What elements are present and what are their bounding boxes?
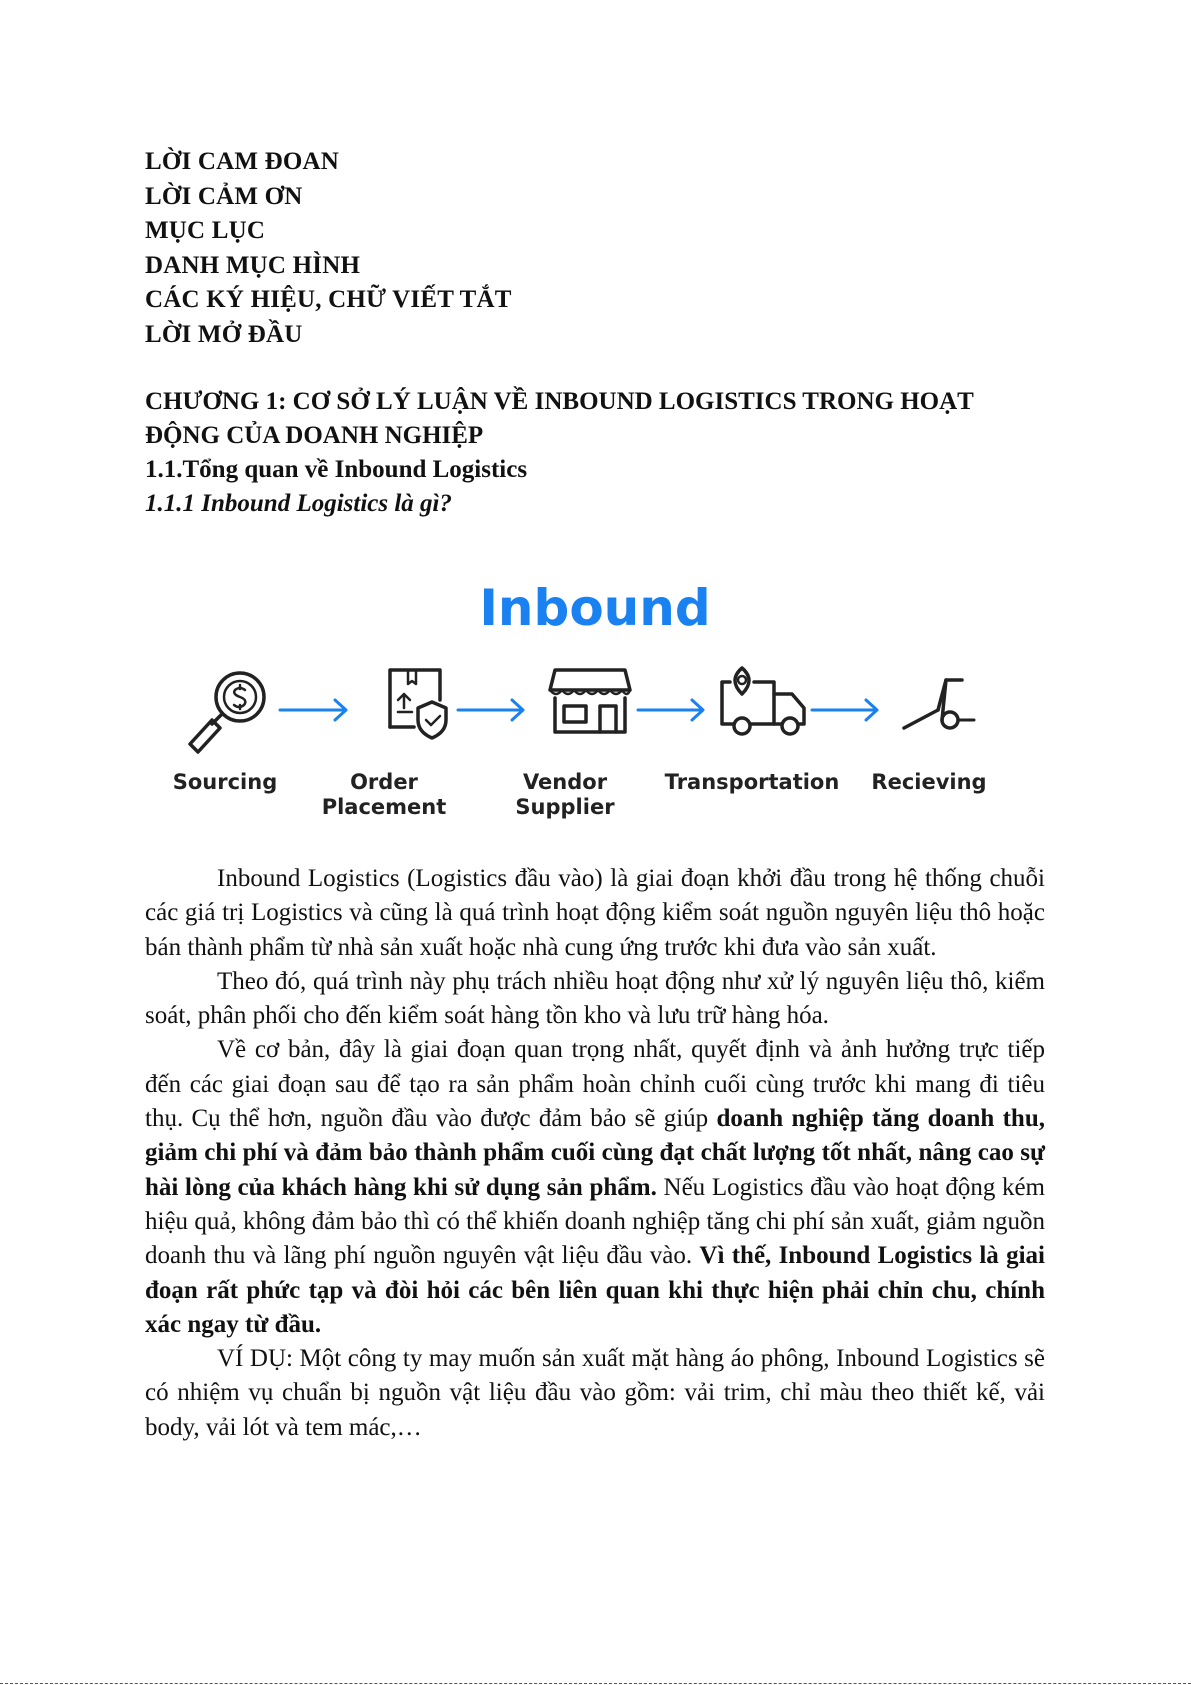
paragraph-definition: Inbound Logistics (Logistics đầu vào) là giai đoạn khởi đầu trong hệ thống chuỗi các giá trị Logistics và cũng là quá trình hoạt động kiểm soát nguồn nguyên liệu thô hoặc bán thành phẩm từ nhà sản xuất hoặc nhà cung ứng trước khi đưa vào sản xuất.: [145, 865, 1045, 961]
front-matter-item: CÁC KÝ HIỆU, CHỮ VIẾT TẮT: [145, 286, 512, 313]
magnifier-dollar-icon: [190, 673, 264, 752]
front-matter-list: [145, 145, 1065, 352]
arrow-right-icon: [280, 700, 346, 720]
bold-benefits: doanh nghiệp tăng doanh thu, giảm chi phí và đảm bảo thành phẩm cuối cùng đạt chất lượng tốt nhất, nâng cao sự hài lòng của khách hàng khi sử dụng sản phẩm.: [145, 1105, 1045, 1201]
step-label-order-placement: Order Placement: [321, 770, 447, 819]
paragraph-importance: Về cơ bản, đây là giai đoạn quan trọng nhất, quyết định và ảnh hưởng trực tiếp đến các giai đoạn sau để tạo ra sản phẩm hoàn chỉnh cuối cùng trước khi mang đi tiêu thụ. Cụ thể hơn, nguồn đầu vào được đảm bảo sẽ giúp doanh nghiệp tăng doanh thu, giảm chi phí và đảm bảo thành phẩm cuối cùng đạt chất lượng tốt nhất, nâng cao sự hài lòng của khách hàng khi sử dụng sản phẩm. Nếu Logistics đầu vào hoạt động kém hiệu quả, không đảm bảo thì có thể khiến doanh nghiệp tăng chi phí sản xuất, giảm nguồn doanh thu và lãng phí nguồn nguyên vật liệu đầu vào. Vì thế, Inbound Logistics là giai đoạn rất phức tạp và đòi hỏi các bên liên quan khi thực hiện phải chỉn chu, chính xác ngay từ đầu.: [145, 1036, 1046, 1338]
figure-title: Inbound: [479, 579, 711, 637]
arrow-right-icon: [638, 700, 703, 720]
paragraph-activities: Theo đó, quá trình này phụ trách nhiều hoạt động như xử lý nguyên liệu thô, kiểm soát, phân phối cho đến kiểm soát hàng tồn kho và lưu trữ hàng hóa.: [145, 967, 1045, 1030]
chapter-title-line-1: CHƯƠNG 1: CƠ SỞ LÝ LUẬN VỀ INBOUND LOGISTICS TRONG HOẠT: [145, 388, 974, 415]
storefront-icon: [550, 670, 630, 732]
front-matter-item: DANH MỤC HÌNH: [145, 251, 361, 279]
hand-truck-icon: [904, 680, 974, 728]
step-label-vendor-supplier: Vendor Supplier: [515, 770, 615, 819]
section-heading: 1.1.Tổng quan về Inbound Logistics: [145, 456, 528, 483]
front-matter-item: MỤC LỤC: [145, 217, 266, 244]
arrow-right-icon: [458, 700, 523, 720]
front-matter-item: LỜI CAM ĐOAN: [145, 148, 340, 175]
front-matter-item: LỜI CẢM ƠN: [145, 182, 303, 210]
body-text: [145, 862, 1045, 1445]
inbound-process-figure: [170, 570, 1020, 850]
truck-location-icon: [722, 668, 804, 734]
step-label-transportation: Transportation: [664, 770, 840, 794]
arrow-right-icon: [812, 700, 877, 720]
bold-conclusion: Vì thế, Inbound Logistics là giai đoạn rất phức tạp và đòi hỏi các bên liên quan khi thực hiện phải chỉn chu, chính xác ngay từ đầu.: [145, 1242, 1045, 1338]
box-shield-icon: [390, 670, 446, 738]
chapter-heading-block: [145, 385, 1065, 521]
subsection-heading: 1.1.1 Inbound Logistics là gì?: [145, 490, 452, 517]
front-matter-item: LỜI MỞ ĐẦU: [145, 320, 303, 348]
paragraph-example: VÍ DỤ: Một công ty may muốn sản xuất mặt hàng áo phông, Inbound Logistics sẽ có nhiệm vụ chuẩn bị nguồn vật liệu đầu vào gồm: vải trim, chỉ màu theo thiết kế, vải body, vải lót và tem mác,…: [145, 1345, 1045, 1441]
chapter-title-line-2: ĐỘNG CỦA DOANH NGHIỆP: [145, 422, 484, 449]
process-flow-diagram: [170, 662, 1020, 762]
step-label-recieving: Recieving: [871, 770, 987, 794]
step-label-sourcing: Sourcing: [172, 770, 278, 794]
